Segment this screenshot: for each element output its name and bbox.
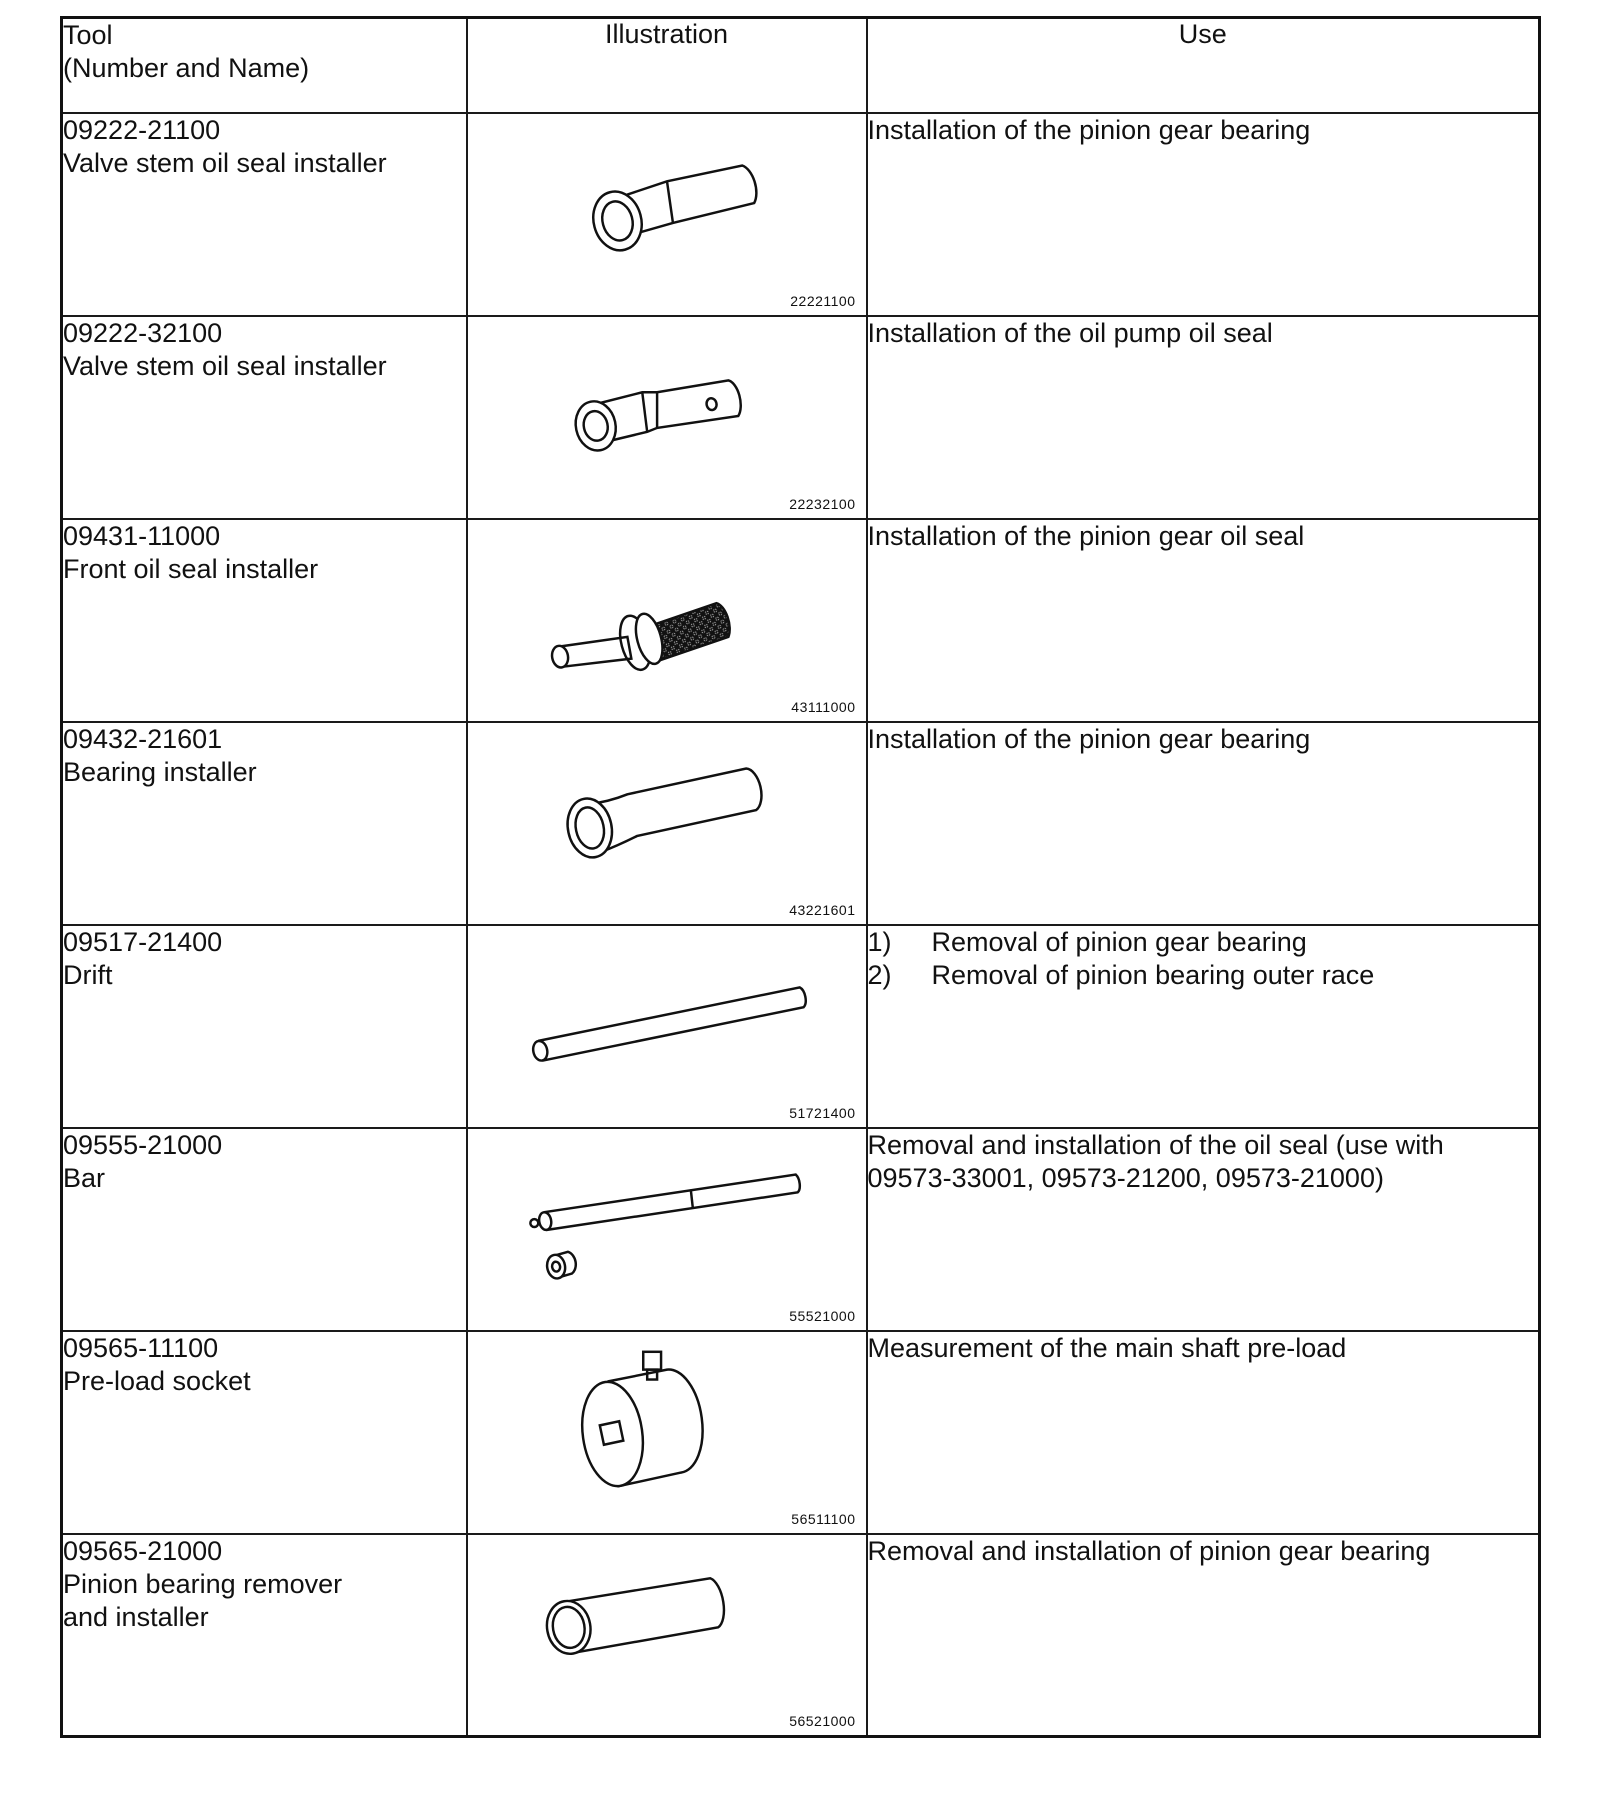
use-text: Measurement of the main shaft pre-load: [867, 1333, 1347, 1363]
use-text: 09573-33001, 09573-21200, 09573-21000): [867, 1163, 1384, 1193]
tool-cell: [62, 113, 467, 316]
illustration-code: 56521000: [789, 1712, 856, 1729]
use-cell: [867, 1128, 1540, 1331]
tool-name: Pre-load socket: [63, 1366, 251, 1396]
illustration-cell: [467, 925, 867, 1128]
header-tool-subtitle: (Number and Name): [63, 53, 310, 83]
illustration-code: 43221601: [789, 902, 856, 918]
illustration-code: 51721400: [789, 1105, 856, 1121]
tool-name: Valve stem oil seal installer: [63, 148, 387, 178]
header-use: Use: [867, 18, 1540, 114]
tool-cell: [62, 519, 467, 722]
use-text: Installation of the pinion gear oil seal: [867, 521, 1305, 551]
tool-name: Bar: [63, 1163, 106, 1193]
use-cell: [867, 316, 1540, 519]
illustration-code: 22221100: [790, 293, 856, 309]
tool-cell: [62, 1331, 467, 1534]
tool-number: 09517-21400: [63, 927, 223, 957]
bar-with-collar-icon: [468, 1129, 866, 1330]
tool-name: Front oil seal installer: [63, 554, 319, 584]
list-item: [868, 926, 1539, 959]
use-cell: [867, 113, 1540, 316]
tool-cell: [62, 1534, 467, 1736]
table-row: [62, 722, 1540, 925]
tool-number: 09565-11100: [63, 1333, 219, 1363]
header-tool: [62, 18, 467, 114]
use-cell: [867, 925, 1540, 1128]
tool-cell: [62, 925, 467, 1128]
special-tools-sheet: [60, 16, 1538, 1738]
use-text: Installation of the pinion gear bearing: [867, 724, 1311, 754]
illustration-cell: [467, 113, 867, 316]
tool-cell: [62, 722, 467, 925]
use-cell: [867, 722, 1540, 925]
table-row: [62, 316, 1540, 519]
table-row: [62, 1534, 1540, 1736]
knurled-handle-installer-icon: [468, 520, 866, 721]
use-text: Installation of the pinion gear bearing: [867, 115, 1311, 145]
use-list: [868, 926, 1539, 992]
tool-name: Bearing installer: [63, 757, 257, 787]
illustration-cell: [467, 1128, 867, 1331]
use-text: Installation of the oil pump oil seal: [867, 318, 1273, 348]
table-row: [62, 1128, 1540, 1331]
tool-number: 09222-32100: [63, 318, 223, 348]
list-number: 1): [867, 927, 892, 957]
preload-socket-icon: [468, 1332, 866, 1533]
tool-number: 09222-21100: [63, 115, 221, 145]
flared-tube-installer-icon: [468, 723, 866, 924]
special-tools-table: [60, 16, 1541, 1738]
tool-name: Drift: [63, 960, 113, 990]
illustration-cell: [467, 1534, 867, 1736]
tool-number: 09555-21000: [63, 1130, 223, 1160]
use-cell: [867, 1534, 1540, 1736]
use-cell: [867, 1331, 1540, 1534]
tool-cell: [62, 1128, 467, 1331]
stepped-cylinder-with-hole-icon: [468, 317, 866, 518]
tool-name: and installer: [63, 1602, 209, 1632]
table-row: [62, 1331, 1540, 1534]
use-text: Removal and installation of the oil seal (use with: [867, 1130, 1444, 1160]
header-tool-title: Tool: [63, 20, 113, 50]
illustration-code: 43111000: [791, 699, 856, 715]
long-rod-drift-icon: [468, 926, 866, 1127]
stepped-cylinder-installer-icon: [468, 114, 866, 315]
tool-name: Pinion bearing remover: [63, 1569, 343, 1599]
list-text: Removal of pinion gear bearing: [931, 927, 1307, 957]
tool-number: 09431-11000: [63, 521, 221, 551]
tool-number: 09432-21601: [63, 724, 223, 754]
tool-cell: [62, 316, 467, 519]
use-cell: [867, 519, 1540, 722]
tube-remover-installer-icon: [468, 1535, 866, 1735]
list-number: 2): [867, 960, 892, 990]
illustration-cell: [467, 519, 867, 722]
list-text: Removal of pinion bearing outer race: [931, 960, 1375, 990]
tool-name: Valve stem oil seal installer: [63, 351, 387, 381]
illustration-code: 55521000: [789, 1308, 856, 1324]
use-text: Removal and installation of pinion gear bearing: [867, 1536, 1431, 1566]
table-row: [62, 519, 1540, 722]
list-item: [868, 959, 1539, 992]
illustration-code: 56511100: [791, 1511, 856, 1527]
table-row: [62, 925, 1540, 1128]
illustration-cell: [467, 1331, 867, 1534]
tool-number: 09565-21000: [63, 1536, 223, 1566]
illustration-cell: [467, 316, 867, 519]
illustration-cell: [467, 722, 867, 925]
header-row: [62, 18, 1540, 114]
table-row: [62, 113, 1540, 316]
header-illustration: Illustration: [467, 18, 867, 114]
illustration-code: 22232100: [789, 496, 856, 512]
